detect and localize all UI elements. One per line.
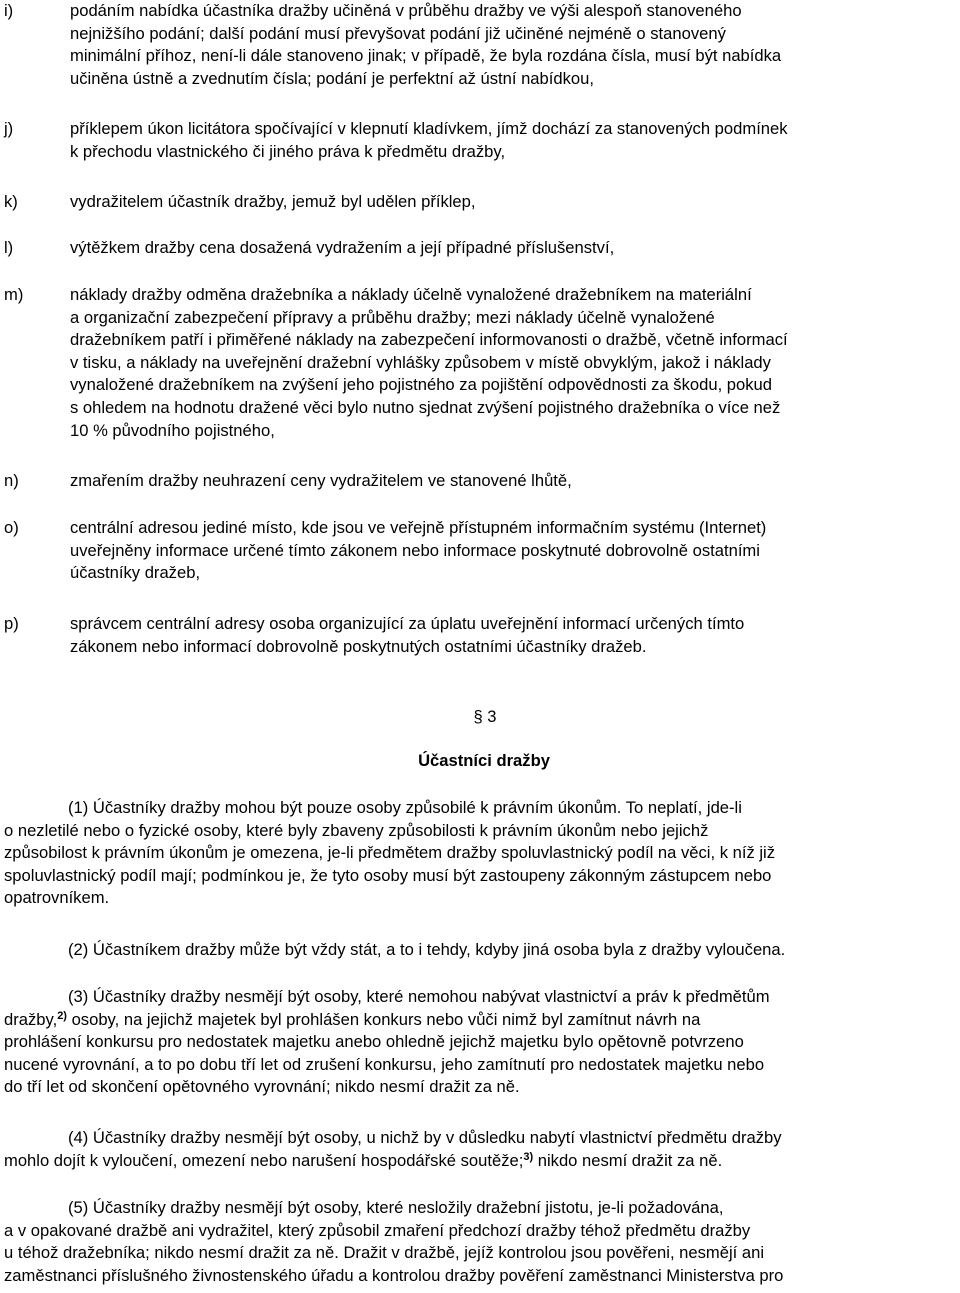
text-line (4, 1009, 956, 1032)
text-line: náklady dražby odměna dražebníka a náklady účelně vynaložené dražebníkem na materiální (70, 285, 752, 304)
text-line: o nezletilé nebo o fyzické osoby, které byly zbaveny způsobilosti k právním úkonům nebo jejichž (4, 820, 709, 840)
text-line: centrální adresou jediné místo, kde jsou ve veřejně přístupném informačním systému (Internet) (70, 518, 767, 537)
paragraph-2 (4, 939, 956, 962)
text-fragment: mohlo dojít k vyloučení, omezení nebo narušení hospodářské soutěže; (4, 1150, 524, 1170)
definition-letter: m) (4, 285, 24, 304)
footnote-reference: 3) (523, 1150, 534, 1163)
text-line: (4) Účastníky dražby nesmějí být osoby, u nichž by v důsledku nabytí vlastnictví předmětu dražby (68, 1128, 782, 1147)
section-number: § 3 (473, 707, 497, 726)
text-line: zmařením dražby neuhrazení ceny vydražitelem ve stanovené lhůtě, (70, 471, 572, 490)
definition-text (70, 613, 955, 658)
paragraph-3 (4, 986, 956, 1099)
text-line: prohlášení konkursu pro nedostatek majetku anebo ohledně jejichž majetku bylo opětovně potvrzeno (4, 1032, 744, 1052)
definition-letter: o) (4, 518, 19, 537)
text-line: účastníky dražeb, (70, 563, 201, 583)
paragraph-4 (4, 1127, 956, 1172)
definition-text (70, 517, 955, 585)
text-line: minimální příhoz, není-li dále stanoveno jinak; v případě, že byla rozdána čísla, musí být nabídka (70, 46, 782, 66)
definition-letter: p) (4, 614, 19, 633)
definition-text (70, 284, 955, 442)
text-line: (1) Účastníky dražby mohou být pouze osoby způsobilé k právním úkonům. To neplatí, jde-li (68, 798, 742, 817)
definition-letter: n) (4, 471, 19, 490)
text-line: v tisku, a náklady na uveřejnění dražební vyhlášky způsobem v místě obvyklým, jakož i náklady (70, 352, 771, 372)
text-line: učiněna ústně a zvednutím čísla; podání je perfektní až ústní nabídkou, (70, 68, 594, 88)
definition-text (70, 470, 955, 493)
text-line: s ohledem na hodnotu dražené věci bylo nutno sjednat zvýšení pojistného dražebníka o více než (70, 397, 781, 417)
text-line: (5) Účastníky dražby nesmějí být osoby, které nesložily dražební jistotu, je-li požadována, (68, 1198, 724, 1217)
text-fragment: osoby, na jejichž majetek byl prohlášen konkurs nebo vůči nimž byl zamítnut návrh na (66, 1009, 701, 1029)
text-line: vydražitelem účastník dražby, jemuž byl udělen příklep, (70, 192, 476, 211)
definition-text (70, 118, 955, 163)
definition-text (70, 237, 955, 260)
definition-letter: l) (4, 238, 14, 257)
text-line: (2) Účastníkem dražby může být vždy stát, a to i tehdy, kdyby jiná osoba byla z dražby vyloučena. (68, 940, 786, 959)
text-line: uveřejněny informace určené tímto zákonem nebo informace poskytnuté dobrovolně ostatními (70, 540, 760, 560)
text-line: správcem centrální adresy osoba organizující za úplatu uveřejnění informací určených tímto (70, 614, 745, 633)
text-line: dražebníkem patří i přiměřené náklady na zabezpečení informovanosti o dražbě, včetně informací (70, 330, 788, 350)
text-line: a organizační zabezpečení přípravy a průběhu dražby; mezi náklady účelně vynaložené (70, 307, 715, 327)
definition-letter: k) (4, 192, 18, 211)
text-fragment: nikdo nesmí dražit za ně. (533, 1150, 723, 1170)
text-line: způsobilost k právním úkonům je omezena, je-li předmětem dražby spoluvlastnický podíl na věci, k níž již (4, 843, 776, 863)
text-line: vynaložené dražebníkem na zvýšení jeho pojistného za pojištění odpovědnosti za škodu, pokud (70, 375, 773, 395)
text-line: nejnižšího podání; další podání musí převyšovat podání již učiněné nejméně o stanovený (70, 23, 726, 43)
text-line: do tří let od skončení opětovného vyrovnání; nikdo nesmí dražit za ně. (4, 1077, 520, 1097)
paragraph-5 (4, 1197, 956, 1287)
definition-letter: j) (4, 119, 14, 138)
paragraph-1 (4, 797, 956, 910)
text-line (4, 1150, 956, 1173)
text-line: zaměstnanci příslušného živnostenského úřadu a kontrolou dražby pověření zaměstnanci Ministerstva pro (4, 1265, 784, 1285)
section-title: Účastníci dražby (418, 751, 550, 770)
text-line: nucené vyrovnání, a to po dobu tří let od zrušení konkursu, jeho zamítnutí pro nedostatek majetku nebo (4, 1054, 765, 1074)
text-fragment: dražby, (4, 1009, 58, 1029)
text-line: příklepem úkon licitátora spočívající v klepnutí kladívkem, jímž dochází za stanovených podmínek (70, 119, 788, 138)
text-line: (3) Účastníky dražby nesmějí být osoby, které nemohou nabývat vlastnictví a práv k předmětům (68, 987, 770, 1006)
text-line: podáním nabídka účastníka dražby učiněná v průběhu dražby ve výši alespoň stanoveného (70, 1, 742, 20)
text-line: výtěžkem dražby cena dosažená vydražením a její případné příslušenství, (70, 238, 615, 257)
definition-text (70, 0, 955, 90)
text-line: k přechodu vlastnického či jiného práva k předmětu dražby, (70, 141, 506, 161)
footnote-reference: 2) (57, 1009, 67, 1022)
text-line: spoluvlastnický podíl mají; podmínkou je, že tyto osoby musí být zastoupeny zákonným zástupcem nebo (4, 865, 772, 885)
definition-text (70, 191, 955, 214)
definition-letter: i) (4, 1, 14, 20)
text-line: a v opakované dražbě ani vydražitel, který způsobil zmaření předchozí dražby téhož předmětu dražby (4, 1220, 751, 1240)
text-line: zákonem nebo informací dobrovolně poskytnutých ostatními účastníky dražeb. (70, 636, 647, 656)
text-line: u téhož dražebníka; nikdo nesmí dražit za ně. Dražit v dražbě, jejíž kontrolou jsou pověřeni, nesmějí ani (4, 1243, 765, 1263)
text-line: opatrovníkem. (4, 888, 110, 908)
text-line: 10 % původního pojistného, (70, 420, 275, 440)
